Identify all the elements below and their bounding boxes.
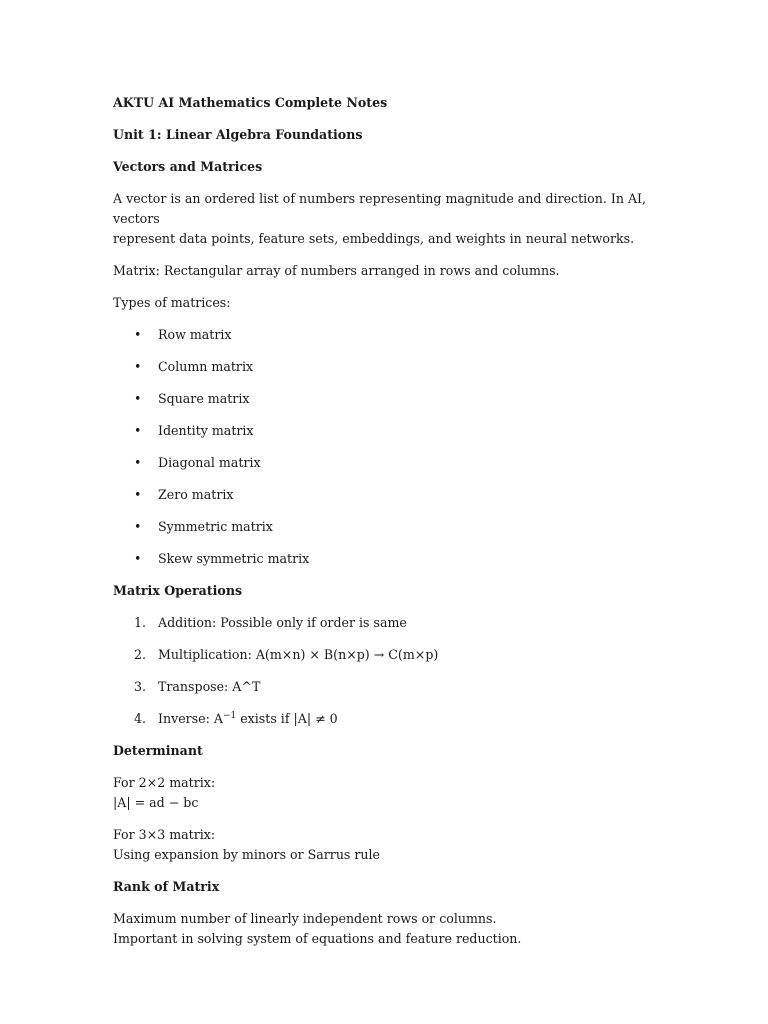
section-heading-vectors: Vectors and Matrices [113, 159, 263, 174]
bullet-icon: • [134, 455, 142, 470]
list-item-text [158, 711, 338, 726]
determinant-2x2 [113, 773, 673, 813]
inverse-text-after: exists if |A| ≠ 0 [236, 711, 338, 726]
list-item-text: Square matrix [158, 391, 250, 406]
bullet-icon: • [134, 391, 142, 406]
determinant-3x3-method: Using expansion by minors or Sarrus rule [113, 847, 381, 862]
document-title: AKTU AI Mathematics Complete Notes [113, 95, 388, 110]
list-item [113, 325, 673, 345]
matrix-types-intro: Types of matrices: [113, 295, 231, 310]
rank-line-2: Important in solving system of equations and feature reduction. [113, 931, 522, 946]
bullet-icon: • [134, 359, 142, 374]
section-heading-rank: Rank of Matrix [113, 879, 220, 894]
list-item [113, 517, 673, 537]
bullet-icon: • [134, 327, 142, 342]
list-item [113, 709, 673, 729]
list-item-text: Diagonal matrix [158, 455, 261, 470]
list-item-text: Column matrix [158, 359, 254, 374]
vector-definition-line-1: A vector is an ordered list of numbers representing magnitude and direction. In AI, vectors [113, 191, 647, 226]
unit-heading: Unit 1: Linear Algebra Foundations [113, 127, 363, 142]
list-number: 4. [134, 711, 147, 726]
list-item [113, 549, 673, 569]
section-heading-determinant: Determinant [113, 743, 203, 758]
list-item [113, 421, 673, 441]
matrix-types-list [113, 325, 673, 569]
list-item-text: Identity matrix [158, 423, 254, 438]
rank-line-1: Maximum number of linearly independent rows or columns. [113, 911, 497, 926]
list-item-text: Symmetric matrix [158, 519, 273, 534]
matrix-definition: Matrix: Rectangular array of numbers arranged in rows and columns. [113, 263, 560, 278]
list-number: 3. [134, 679, 147, 694]
determinant-2x2-formula: |A| = ad − bc [113, 795, 199, 810]
rank-paragraph [113, 909, 673, 949]
list-item [113, 677, 673, 697]
determinant-2x2-line-1: For 2×2 matrix: [113, 775, 216, 790]
vector-definition-paragraph [113, 189, 673, 249]
list-number: 2. [134, 647, 147, 662]
list-item-text: Transpose: A^T [158, 679, 261, 694]
determinant-3x3 [113, 825, 673, 865]
section-heading-operations: Matrix Operations [113, 583, 243, 598]
list-item-text: Zero matrix [158, 487, 234, 502]
bullet-icon: • [134, 551, 142, 566]
list-item [113, 645, 673, 665]
inverse-text-before: Inverse: A [158, 711, 223, 726]
inverse-superscript: −1 [222, 710, 237, 721]
bullet-icon: • [134, 487, 142, 502]
document-page [113, 93, 673, 961]
list-number: 1. [134, 615, 147, 630]
list-item [113, 613, 673, 633]
list-item [113, 453, 673, 473]
bullet-icon: • [134, 423, 142, 438]
list-item [113, 389, 673, 409]
vector-definition-line-2: represent data points, feature sets, embeddings, and weights in neural networks. [113, 231, 635, 246]
matrix-operations-list [113, 613, 673, 729]
list-item-text: Multiplication: A(m×n) × B(n×p) → C(m×p) [158, 647, 439, 662]
determinant-3x3-line-1: For 3×3 matrix: [113, 827, 216, 842]
list-item [113, 485, 673, 505]
list-item-text: Addition: Possible only if order is same [158, 615, 407, 630]
list-item [113, 357, 673, 377]
list-item-text: Row matrix [158, 327, 232, 342]
list-item-text: Skew symmetric matrix [158, 551, 310, 566]
bullet-icon: • [134, 519, 142, 534]
